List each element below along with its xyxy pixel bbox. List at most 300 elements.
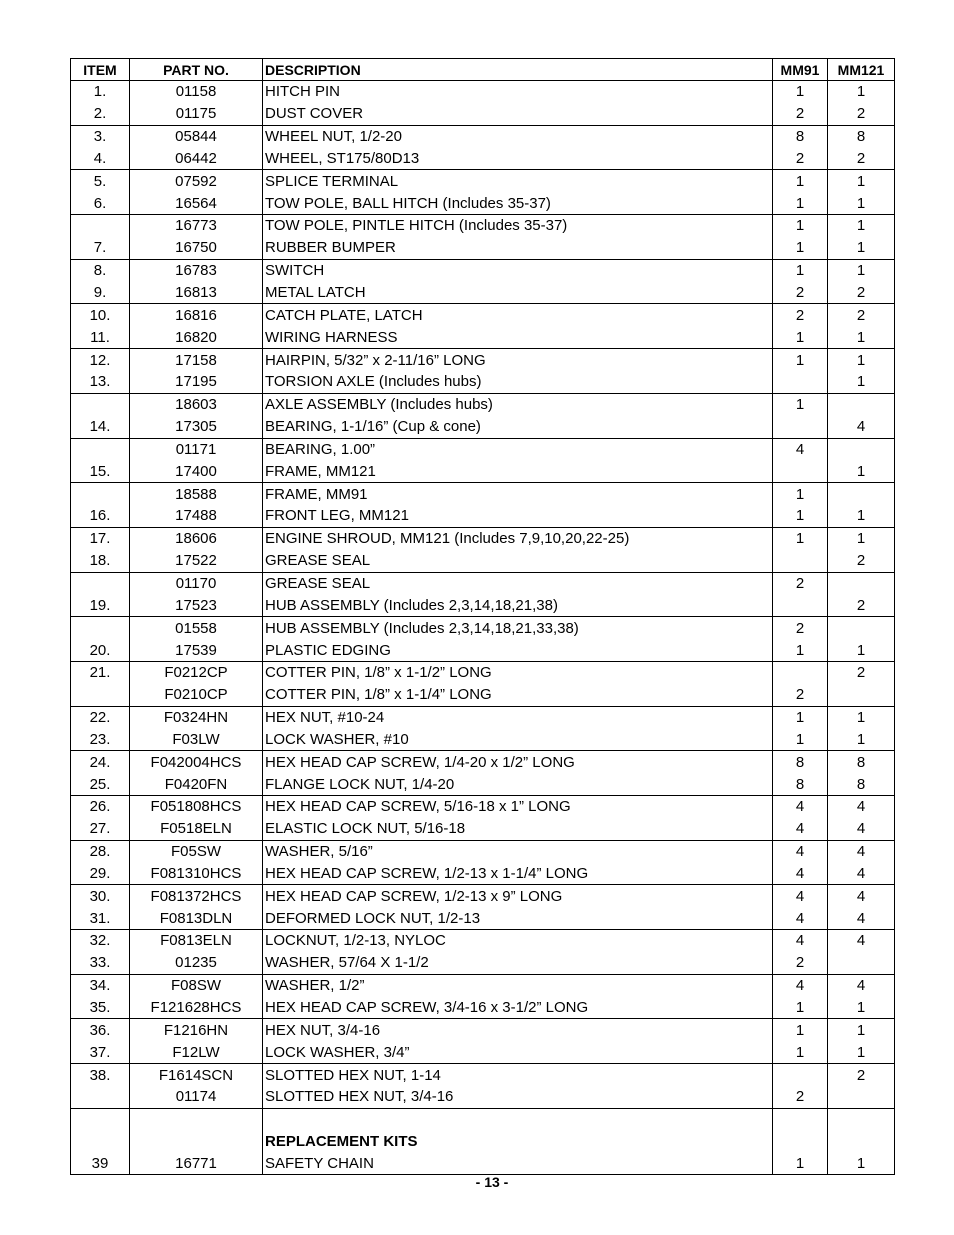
description-cell: LOCK WASHER, #10 [263,728,773,750]
description-cell: HITCH PIN [263,81,773,103]
item-number-cell: 18. [71,550,130,572]
item-number-cell: 38. [71,1064,130,1086]
mm121-qty-cell: 1 [828,349,895,371]
item-number-cell [71,684,130,706]
item-number-cell: 21. [71,661,130,683]
mm121-qty-cell: 2 [828,103,895,125]
part-number-cell: 17400 [130,460,263,482]
header-part-no: PART NO. [130,59,263,81]
part-number-cell: 16813 [130,282,263,304]
description-cell: COTTER PIN, 1/8” x 1-1/2” LONG [263,661,773,683]
description-cell [263,1108,773,1130]
mm121-qty-cell: 1 [828,215,895,237]
mm91-qty-cell: 8 [773,751,828,773]
description-cell: DUST COVER [263,103,773,125]
mm91-qty-cell: 4 [773,907,828,929]
mm121-qty-cell: 1 [828,728,895,750]
part-number-cell: 16820 [130,326,263,348]
part-number-cell: 16773 [130,215,263,237]
mm91-qty-cell: 4 [773,885,828,907]
item-number-cell: 32. [71,930,130,952]
table-row [71,393,895,415]
mm91-qty-cell: 2 [773,304,828,326]
mm121-qty-cell: 1 [828,460,895,482]
table-row [71,416,895,438]
description-cell: PLASTIC EDGING [263,639,773,661]
mm91-qty-cell: 1 [773,259,828,281]
part-number-cell: F081310HCS [130,863,263,885]
part-number-cell: 17305 [130,416,263,438]
table-row [71,438,895,460]
item-number-cell: 13. [71,371,130,393]
part-number-cell: 01158 [130,81,263,103]
item-number-cell: 20. [71,639,130,661]
mm121-qty-cell: 1 [828,505,895,527]
part-number-cell: 17539 [130,639,263,661]
part-number-cell [130,1131,263,1153]
description-cell: HUB ASSEMBLY (Includes 2,3,14,18,21,38) [263,594,773,616]
mm91-qty-cell: 1 [773,393,828,415]
table-row [71,148,895,170]
mm121-qty-cell [828,952,895,974]
part-number-cell: F042004HCS [130,751,263,773]
mm91-qty-cell [773,550,828,572]
description-cell: FRAME, MM91 [263,483,773,505]
mm91-qty-cell: 2 [773,1086,828,1108]
mm121-qty-cell: 2 [828,304,895,326]
part-number-cell: F08SW [130,974,263,996]
description-cell: RUBBER BUMPER [263,237,773,259]
item-number-cell: 17. [71,527,130,549]
item-number-cell: 2. [71,103,130,125]
mm121-qty-cell [828,483,895,505]
part-number-cell: F0212CP [130,661,263,683]
kit-heading-row [71,1131,895,1153]
item-number-cell: 24. [71,751,130,773]
mm91-qty-cell: 1 [773,192,828,214]
part-number-cell [130,1108,263,1130]
item-number-cell: 31. [71,907,130,929]
item-number-cell: 30. [71,885,130,907]
mm91-qty-cell [773,416,828,438]
mm121-qty-cell: 1 [828,1041,895,1063]
description-cell: HUB ASSEMBLY (Includes 2,3,14,18,21,33,38) [263,617,773,639]
item-number-cell [71,1086,130,1108]
table-row [71,863,895,885]
mm121-qty-cell: 4 [828,930,895,952]
header-mm121: MM121 [828,59,895,81]
part-number-cell: 01170 [130,572,263,594]
table-row [71,170,895,192]
table-row [71,885,895,907]
item-number-cell: 12. [71,349,130,371]
mm121-qty-cell: 1 [828,997,895,1019]
header-row [71,59,895,81]
header-mm91: MM91 [773,59,828,81]
table-row [71,751,895,773]
mm121-qty-cell: 1 [828,639,895,661]
item-number-cell: 8. [71,259,130,281]
item-number-cell: 26. [71,796,130,818]
mm91-qty-cell: 4 [773,840,828,862]
item-number-cell: 16. [71,505,130,527]
table-row [71,840,895,862]
description-cell: ENGINE SHROUD, MM121 (Includes 7,9,10,20,22-25) [263,527,773,549]
mm91-qty-cell: 1 [773,215,828,237]
mm121-qty-cell: 2 [828,594,895,616]
part-number-cell: F1614SCN [130,1064,263,1086]
mm91-qty-cell: 4 [773,930,828,952]
part-number-cell: 01174 [130,1086,263,1108]
mm121-qty-cell: 2 [828,148,895,170]
item-number-cell [71,483,130,505]
description-cell: TOW POLE, PINTLE HITCH (Includes 35-37) [263,215,773,237]
table-row [71,125,895,147]
mm91-qty-cell: 2 [773,103,828,125]
part-number-cell: 01558 [130,617,263,639]
description-cell: SLOTTED HEX NUT, 3/4-16 [263,1086,773,1108]
mm121-qty-cell: 1 [828,1019,895,1041]
table-row [71,1108,895,1130]
table-row [71,192,895,214]
mm121-qty-cell: 4 [828,885,895,907]
item-number-cell [71,572,130,594]
description-cell: WIRING HARNESS [263,326,773,348]
table-row [71,1041,895,1063]
table-row [71,103,895,125]
description-cell: TORSION AXLE (Includes hubs) [263,371,773,393]
table-row [71,1153,895,1175]
mm91-qty-cell: 1 [773,1041,828,1063]
description-cell: GREASE SEAL [263,550,773,572]
table-row [71,326,895,348]
mm91-qty-cell: 4 [773,818,828,840]
item-number-cell: 6. [71,192,130,214]
table-row [71,952,895,974]
mm91-qty-cell: 4 [773,796,828,818]
description-cell: SAFETY CHAIN [263,1153,773,1175]
description-cell: SWITCH [263,259,773,281]
item-number-cell: 15. [71,460,130,482]
item-number-cell: 33. [71,952,130,974]
mm121-qty-cell: 8 [828,751,895,773]
part-number-cell: F081372HCS [130,885,263,907]
part-number-cell: 16783 [130,259,263,281]
description-cell: CATCH PLATE, LATCH [263,304,773,326]
description-cell: WASHER, 57/64 X 1-1/2 [263,952,773,974]
mm121-qty-cell: 4 [828,818,895,840]
description-cell: HAIRPIN, 5/32” x 2-11/16” LONG [263,349,773,371]
table-row [71,460,895,482]
part-number-cell: F0518ELN [130,818,263,840]
mm91-qty-cell [773,371,828,393]
mm91-qty-cell: 4 [773,974,828,996]
table-row [71,639,895,661]
part-number-cell: 16816 [130,304,263,326]
part-number-cell: 18588 [130,483,263,505]
page-number: - 13 - [475,1174,509,1190]
mm121-qty-cell: 4 [828,416,895,438]
mm91-qty-cell: 1 [773,527,828,549]
description-cell: HEX HEAD CAP SCREW, 3/4-16 x 3-1/2” LONG [263,997,773,1019]
item-number-cell: 11. [71,326,130,348]
parts-table [70,58,895,1175]
mm121-qty-cell: 2 [828,550,895,572]
mm91-qty-cell: 1 [773,505,828,527]
header-item: ITEM [71,59,130,81]
mm121-qty-cell [828,572,895,594]
mm121-qty-cell [828,1131,895,1153]
mm91-qty-cell [773,661,828,683]
mm91-qty-cell: 4 [773,438,828,460]
item-number-cell: 27. [71,818,130,840]
part-number-cell: F0324HN [130,706,263,728]
table-row [71,349,895,371]
mm121-qty-cell [828,684,895,706]
description-cell: SPLICE TERMINAL [263,170,773,192]
mm91-qty-cell: 1 [773,1019,828,1041]
mm91-qty-cell: 2 [773,952,828,974]
description-cell: LOCKNUT, 1/2-13, NYLOC [263,930,773,952]
mm121-qty-cell [828,617,895,639]
part-number-cell: F0813DLN [130,907,263,929]
item-number-cell: 34. [71,974,130,996]
item-number-cell: 36. [71,1019,130,1041]
item-number-cell: 35. [71,997,130,1019]
table-row [71,237,895,259]
mm121-qty-cell: 4 [828,974,895,996]
part-number-cell: F051808HCS [130,796,263,818]
part-number-cell: 16750 [130,237,263,259]
description-cell: BEARING, 1-1/16” (Cup & cone) [263,416,773,438]
part-number-cell: 18606 [130,527,263,549]
description-cell: HEX HEAD CAP SCREW, 5/16-18 x 1” LONG [263,796,773,818]
mm91-qty-cell: 2 [773,617,828,639]
item-number-cell: 37. [71,1041,130,1063]
mm121-qty-cell: 2 [828,661,895,683]
part-number-cell: 17195 [130,371,263,393]
part-number-cell: F12LW [130,1041,263,1063]
item-number-cell: 23. [71,728,130,750]
part-number-cell: 16771 [130,1153,263,1175]
mm121-qty-cell: 1 [828,192,895,214]
mm121-qty-cell: 4 [828,863,895,885]
item-number-cell [71,1108,130,1130]
item-number-cell: 3. [71,125,130,147]
header-description: DESCRIPTION [263,59,773,81]
mm91-qty-cell: 2 [773,282,828,304]
table-row [71,1086,895,1108]
table-row [71,594,895,616]
part-number-cell: 18603 [130,393,263,415]
part-number-cell: 17522 [130,550,263,572]
mm91-qty-cell: 1 [773,326,828,348]
part-number-cell: F03LW [130,728,263,750]
item-number-cell: 28. [71,840,130,862]
item-number-cell: 39 [71,1153,130,1175]
description-cell: AXLE ASSEMBLY (Includes hubs) [263,393,773,415]
mm121-qty-cell: 1 [828,81,895,103]
description-cell: HEX HEAD CAP SCREW, 1/2-13 x 9” LONG [263,885,773,907]
description-cell: WHEEL, ST175/80D13 [263,148,773,170]
mm121-qty-cell: 2 [828,1064,895,1086]
table-row [71,371,895,393]
table-row [71,974,895,996]
part-number-cell: 17158 [130,349,263,371]
item-number-cell: 7. [71,237,130,259]
table-row [71,550,895,572]
mm91-qty-cell: 4 [773,863,828,885]
description-cell: WASHER, 5/16” [263,840,773,862]
table-row [71,1064,895,1086]
mm121-qty-cell: 4 [828,796,895,818]
item-number-cell: 9. [71,282,130,304]
table-row [71,818,895,840]
mm121-qty-cell: 1 [828,326,895,348]
description-cell: GREASE SEAL [263,572,773,594]
part-number-cell: 16564 [130,192,263,214]
mm91-qty-cell [773,1064,828,1086]
part-number-cell: 01175 [130,103,263,125]
mm121-qty-cell: 1 [828,527,895,549]
mm121-qty-cell: 1 [828,237,895,259]
table-row [71,930,895,952]
table-row [71,684,895,706]
table-row [71,706,895,728]
mm121-qty-cell: 2 [828,282,895,304]
part-number-cell: F0420FN [130,773,263,795]
description-cell: LOCK WASHER, 3/4” [263,1041,773,1063]
description-cell: REPLACEMENT KITS [263,1131,773,1153]
mm121-qty-cell [828,1086,895,1108]
item-number-cell [71,1131,130,1153]
mm91-qty-cell: 8 [773,773,828,795]
item-number-cell [71,438,130,460]
mm91-qty-cell: 2 [773,148,828,170]
item-number-cell: 10. [71,304,130,326]
table-row [71,304,895,326]
description-cell: COTTER PIN, 1/8” x 1-1/4” LONG [263,684,773,706]
mm121-qty-cell: 8 [828,773,895,795]
mm91-qty-cell: 1 [773,639,828,661]
mm121-qty-cell: 1 [828,706,895,728]
description-cell: DEFORMED LOCK NUT, 1/2-13 [263,907,773,929]
mm121-qty-cell: 1 [828,259,895,281]
item-number-cell [71,215,130,237]
description-cell: BEARING, 1.00” [263,438,773,460]
item-number-cell [71,393,130,415]
description-cell: TOW POLE, BALL HITCH (Includes 35-37) [263,192,773,214]
table-row [71,483,895,505]
description-cell: HEX NUT, 3/4-16 [263,1019,773,1041]
part-number-cell: 06442 [130,148,263,170]
table-row [71,259,895,281]
mm91-qty-cell: 1 [773,349,828,371]
description-cell: HEX HEAD CAP SCREW, 1/4-20 x 1/2” LONG [263,751,773,773]
mm91-qty-cell: 1 [773,81,828,103]
parts-body [71,81,895,1175]
mm91-qty-cell: 1 [773,483,828,505]
table-row [71,728,895,750]
mm91-qty-cell: 8 [773,125,828,147]
mm91-qty-cell: 1 [773,1153,828,1175]
item-number-cell: 4. [71,148,130,170]
mm91-qty-cell: 1 [773,728,828,750]
description-cell: WHEEL NUT, 1/2-20 [263,125,773,147]
mm91-qty-cell: 2 [773,572,828,594]
mm91-qty-cell [773,1108,828,1130]
part-number-cell: 17488 [130,505,263,527]
mm91-qty-cell [773,1131,828,1153]
table-row [71,773,895,795]
table-row [71,907,895,929]
part-number-cell: F0210CP [130,684,263,706]
part-number-cell: F121628HCS [130,997,263,1019]
mm91-qty-cell: 2 [773,684,828,706]
mm121-qty-cell: 4 [828,907,895,929]
description-cell: FLANGE LOCK NUT, 1/4-20 [263,773,773,795]
table-row [71,997,895,1019]
mm121-qty-cell: 8 [828,125,895,147]
mm91-qty-cell: 1 [773,997,828,1019]
table-row [71,81,895,103]
part-number-cell: 17523 [130,594,263,616]
mm121-qty-cell: 1 [828,1153,895,1175]
part-number-cell: 01171 [130,438,263,460]
description-cell: METAL LATCH [263,282,773,304]
description-cell: HEX HEAD CAP SCREW, 1/2-13 x 1-1/4” LONG [263,863,773,885]
table-row [71,796,895,818]
description-cell: WASHER, 1/2” [263,974,773,996]
table-row [71,215,895,237]
mm91-qty-cell: 1 [773,170,828,192]
item-number-cell: 14. [71,416,130,438]
item-number-cell: 25. [71,773,130,795]
description-cell: HEX NUT, #10-24 [263,706,773,728]
description-cell: SLOTTED HEX NUT, 1-14 [263,1064,773,1086]
mm121-qty-cell: 1 [828,371,895,393]
table-row [71,527,895,549]
item-number-cell: 22. [71,706,130,728]
mm121-qty-cell: 1 [828,170,895,192]
item-number-cell: 5. [71,170,130,192]
part-number-cell: F05SW [130,840,263,862]
table-row [71,617,895,639]
table-row [71,661,895,683]
item-number-cell: 19. [71,594,130,616]
table-row [71,282,895,304]
part-number-cell: 07592 [130,170,263,192]
description-cell: ELASTIC LOCK NUT, 5/16-18 [263,818,773,840]
mm121-qty-cell [828,393,895,415]
description-cell: FRAME, MM121 [263,460,773,482]
table-row [71,1019,895,1041]
mm91-qty-cell [773,460,828,482]
part-number-cell: F1216HN [130,1019,263,1041]
description-cell: FRONT LEG, MM121 [263,505,773,527]
part-number-cell: 05844 [130,125,263,147]
item-number-cell: 1. [71,81,130,103]
mm91-qty-cell: 1 [773,237,828,259]
mm121-qty-cell [828,1108,895,1130]
mm121-qty-cell [828,438,895,460]
item-number-cell: 29. [71,863,130,885]
table-row [71,505,895,527]
table-row [71,572,895,594]
part-number-cell: F0813ELN [130,930,263,952]
mm91-qty-cell: 1 [773,706,828,728]
mm121-qty-cell: 4 [828,840,895,862]
